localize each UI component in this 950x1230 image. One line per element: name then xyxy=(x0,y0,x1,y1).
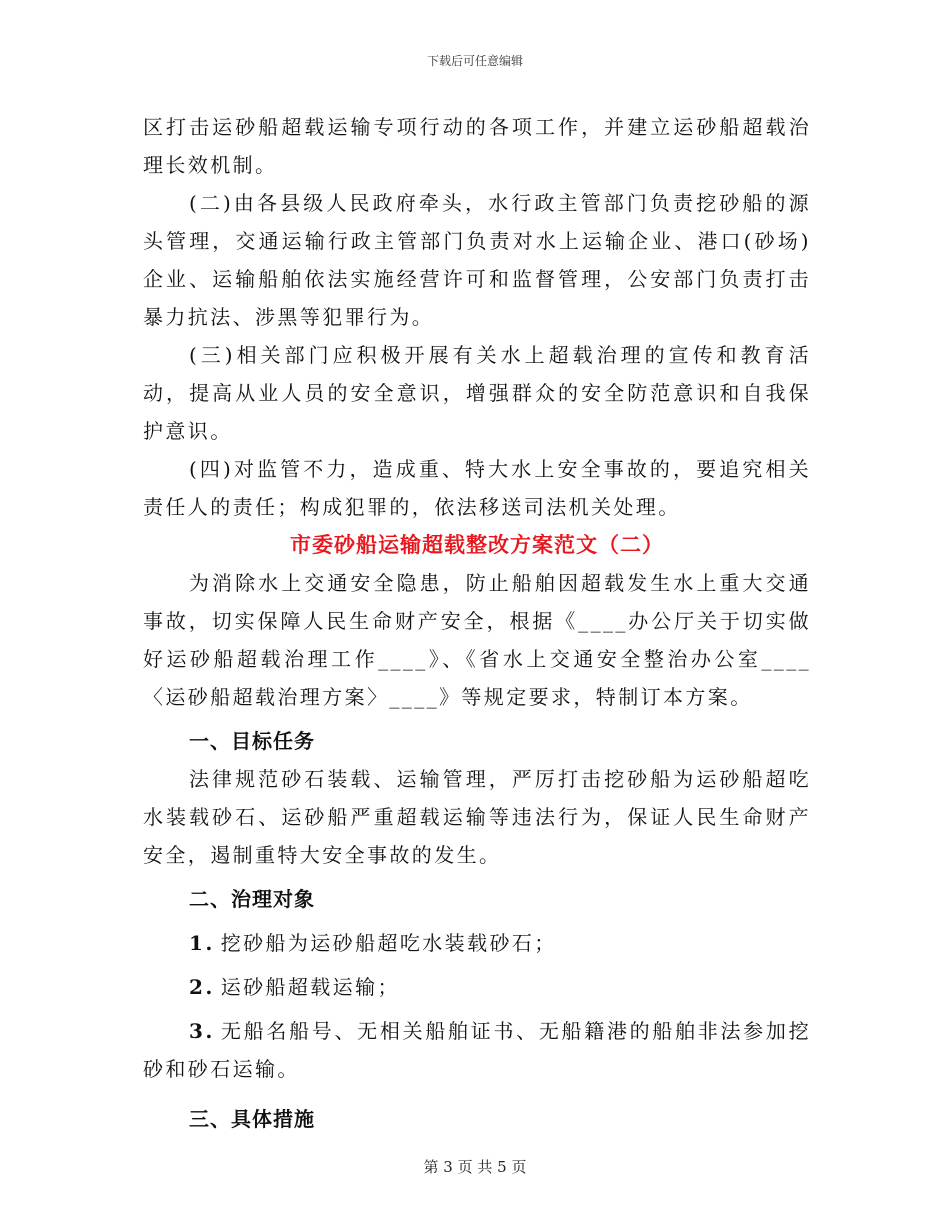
list-item-number: 1. xyxy=(189,931,215,955)
list-item-number: 3. xyxy=(189,1019,215,1043)
paragraph-item-3: (三)相关部门应积极开展有关水上超载治理的宣传和教育活动，提高从业人员的安全意识，增强群众的安全防范意识和自我保护意识。 xyxy=(143,343,811,443)
paragraph-intro: 为消除水上交通安全隐患，防止船舶因超载发生水上重大交通事故，切实保障人民生命财产安全，根据《____办公厅关于切实做好运砂船超载治理工作____》、《省水上交通安全整治办公室____〈运砂船超载治理方案〉____》等规定要求，特制订本方案。 xyxy=(143,571,811,709)
list-item xyxy=(143,968,811,1006)
list-item-text: 挖砂船为运砂船超吃水装载砂石； xyxy=(220,931,557,955)
document-body xyxy=(143,108,811,1138)
list-item xyxy=(143,1012,811,1088)
section-heading-targets: 二、治理对象 xyxy=(189,887,315,911)
list-item-number: 2. xyxy=(189,975,215,999)
page-number: 第 3 页 共 5 页 xyxy=(423,1158,527,1176)
paragraph-goals: 法律规范砂石装载、运输管理，严厉打击挖砂船为运砂船超吃水装载砂石、运砂船严重超载运输等违法行为，保证人民生命财产安全，遏制重特大安全事故的发生。 xyxy=(143,767,811,867)
header-note: 下载后可任意编辑 xyxy=(426,54,523,68)
paragraph-item-4: (四)对监管不力，造成重、特大水上安全事故的，要追究相关责任人的责任；构成犯罪的，依法移送司法机关处理。 xyxy=(143,457,811,519)
list-item-text: 无船名船号、无相关船舶证书、无船籍港的船舶非法参加挖砂和砂石运输。 xyxy=(143,1019,811,1081)
section-heading-measures: 三、具体措施 xyxy=(189,1107,315,1131)
list-item xyxy=(143,924,811,962)
list-item-text: 运砂船超载运输； xyxy=(220,975,400,999)
section-heading-goals: 一、目标任务 xyxy=(189,729,315,753)
document-title: 市委砂船运输超载整改方案范文（二） xyxy=(290,532,664,557)
paragraph-item-2: (二)由各县级人民政府牵头，水行政主管部门负责挖砂船的源头管理，交通运输行政主管部门负责对水上运输企业、港口(砂场)企业、运输船舶依法实施经营许可和监督管理，公安部门负责打击暴力抗法、涉黑等犯罪行为。 xyxy=(143,191,811,329)
paragraph-continuation: 区打击运砂船超载运输专项行动的各项工作，并建立运砂船超载治理长效机制。 xyxy=(143,115,811,177)
